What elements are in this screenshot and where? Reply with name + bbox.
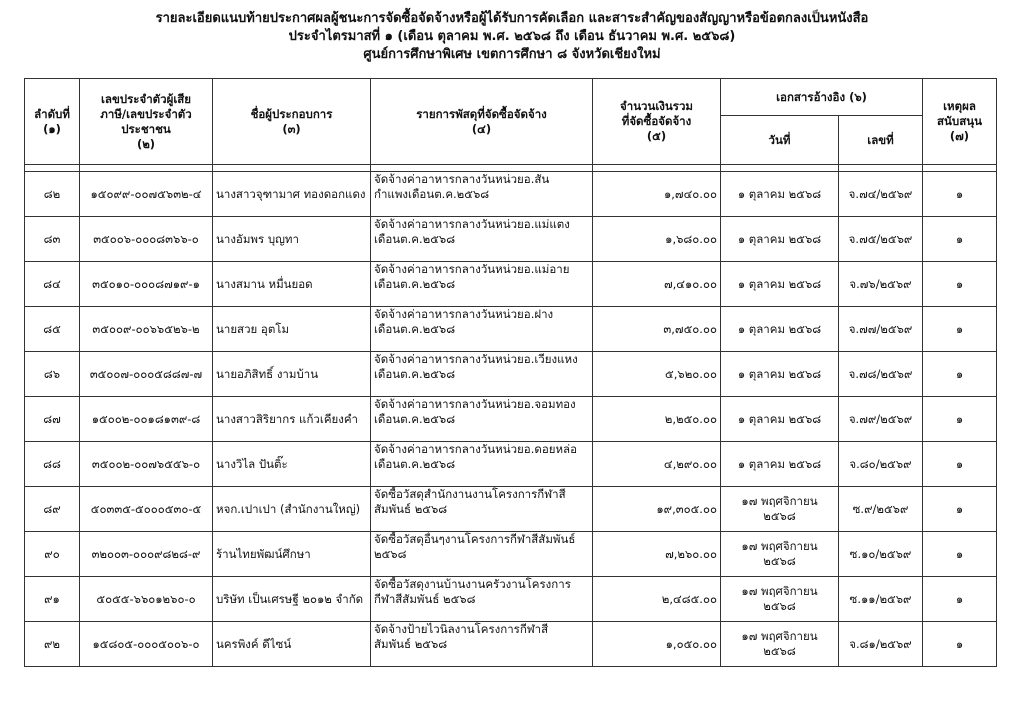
header-reason: เหตุผล สนับสนุน (๗)	[923, 79, 997, 165]
report-title: รายละเอียดแนบท้ายประกาศผลผู้ชนะการจัดซื้อจัดจ้างหรือผู้ได้รับการคัดเลือก และสาระสำคัญของสัญญาหรือข้อตกลงเป็นหนังสือ	[155, 11, 869, 26]
item-description-line: สัมพันธ์ ๒๕๖๘	[374, 637, 448, 651]
cell-no: ๙๑	[25, 577, 80, 622]
cell-item	[371, 397, 593, 442]
cell-item	[371, 262, 593, 307]
cell-vendor: นายอภิสิทธิ์ งามบ้าน	[213, 352, 371, 397]
cell-vendor: นางสมาน หมื่นยอด	[213, 262, 371, 307]
cell-vendor: นางอัมพร บุญทา	[213, 217, 371, 262]
cell-vendor: ร้านไทยพัฒน์ศึกษา	[213, 532, 371, 577]
cell-ref-no: จ.๗๖/๒๕๖๙	[839, 262, 923, 307]
table-row	[25, 622, 997, 667]
item-description-line: จัดซื้อวัสดุอื่นๆงานโครงการกีฬาสีสัมพันธ์	[374, 532, 576, 546]
cell-ref-no: จ.๗๗/๒๕๖๙	[839, 307, 923, 352]
header-ref-no: เลขที่	[839, 116, 923, 165]
item-description-line: จัดซื้อวัสดุงานบ้านงานครัวงานโครงการ	[374, 577, 571, 591]
cell-amount: ๔,๒๙๐.๐๐	[593, 442, 721, 487]
header-taxid: เลขประจำตัวผู้เสีย ภาษี/เลขประจำตัว ประชาชน (๒)	[80, 79, 213, 165]
cell-no: ๘๔	[25, 262, 80, 307]
cell-no: ๘๗	[25, 397, 80, 442]
cell-ref-date: ๑ ตุลาคม ๒๕๖๘	[721, 172, 839, 217]
cell-amount: ๕,๖๒๐.๐๐	[593, 352, 721, 397]
cell-reason: ๑	[923, 442, 997, 487]
cell-ref-no: จ.๗๘/๒๕๖๙	[839, 352, 923, 397]
cell-item	[371, 622, 593, 667]
cell-taxid: ๑๕๘๐๕-๐๐๐๕๐๐๖-๐	[80, 622, 213, 667]
cell-taxid: ๓๒๐๐๓-๐๐๐๙๘๒๘-๙	[80, 532, 213, 577]
cell-amount: ๑๙,๓๐๕.๐๐	[593, 487, 721, 532]
item-description-line: กำแพงเดือนต.ค.๒๕๖๘	[374, 187, 490, 201]
cell-taxid: ๕๐๓๓๕-๕๐๐๐๕๓๐-๕	[80, 487, 213, 532]
cell-item	[371, 352, 593, 397]
table-row	[25, 577, 997, 622]
cell-ref-no: ซ.๑๐/๒๕๖๙	[839, 532, 923, 577]
cell-reason: ๑	[923, 487, 997, 532]
spacer-row	[25, 165, 997, 172]
cell-amount: ๑,๗๔๐.๐๐	[593, 172, 721, 217]
cell-ref-date: ๑๗ พฤศจิกายน ๒๕๖๘	[721, 487, 839, 532]
report-period: ประจำไตรมาสที่ ๑ (เดือน ตุลาคม พ.ศ. ๒๕๖๘ ถึง เดือน ธันวาคม พ.ศ. ๒๕๖๘)	[288, 29, 736, 44]
cell-no: ๘๕	[25, 307, 80, 352]
cell-no: ๘๖	[25, 352, 80, 397]
item-description-line: จัดจ้างค่าอาหารกลางวันหน่วยอ.แม่อาย	[374, 262, 570, 276]
cell-ref-no: ซ.๑๑/๒๕๖๙	[839, 577, 923, 622]
cell-amount: ๗,๔๑๐.๐๐	[593, 262, 721, 307]
cell-vendor: นางสาวจุฑามาศ ทองดอกแดง	[213, 172, 371, 217]
cell-ref-date: ๑๗ พฤศจิกายน ๒๕๖๘	[721, 532, 839, 577]
cell-ref-date: ๑ ตุลาคม ๒๕๖๘	[721, 217, 839, 262]
report-organization: ศูนย์การศึกษาพิเศษ เขตการศึกษา ๘ จังหวัดเชียงใหม่	[363, 47, 661, 62]
item-description-line: เดือนต.ค.๒๕๖๘	[374, 457, 456, 471]
item-description-line: เดือนต.ค.๒๕๖๘	[374, 277, 456, 291]
cell-amount: ๗,๒๖๐.๐๐	[593, 532, 721, 577]
table-row	[25, 532, 997, 577]
cell-reason: ๑	[923, 577, 997, 622]
cell-vendor: บริษัท เป็นเศรษฐี ๒๐๑๒ จำกัด	[213, 577, 371, 622]
item-description-line: จัดจ้างค่าอาหารกลางวันหน่วยอ.ฝาง	[374, 307, 554, 321]
cell-vendor: นางวิไล ปันติ๊ะ	[213, 442, 371, 487]
item-description-line: จัดจ้างค่าอาหารกลางวันหน่วยอ.แม่แตง	[374, 217, 570, 231]
header-amount: จำนวนเงินรวม ที่จัดซื้อจัดจ้าง (๕)	[593, 79, 721, 165]
item-description-line: จัดจ้างค่าอาหารกลางวันหน่วยอ.เวียงแหง	[374, 352, 578, 366]
cell-item	[371, 442, 593, 487]
table-row	[25, 217, 997, 262]
cell-vendor: นครพิงค์ ดีไซน์	[213, 622, 371, 667]
table-row	[25, 172, 997, 217]
cell-no: ๙๐	[25, 532, 80, 577]
procurement-table	[24, 78, 997, 667]
cell-no: ๘๙	[25, 487, 80, 532]
item-description-line: เดือนต.ค.๒๕๖๘	[374, 322, 456, 336]
table-row	[25, 397, 997, 442]
cell-ref-date: ๑ ตุลาคม ๒๕๖๘	[721, 442, 839, 487]
table-row	[25, 262, 997, 307]
header-item: รายการพัสดุที่จัดซื้อจัดจ้าง (๔)	[371, 79, 593, 165]
header-reference-group: เอกสารอ้างอิง (๖)	[721, 79, 923, 116]
table-row	[25, 307, 997, 352]
cell-amount: ๒,๔๘๕.๐๐	[593, 577, 721, 622]
cell-ref-no: จ.๘๐/๒๕๖๙	[839, 442, 923, 487]
cell-reason: ๑	[923, 307, 997, 352]
cell-vendor: หจก.เปาเปา (สำนักงานใหญ่)	[213, 487, 371, 532]
item-description-line: เดือนต.ค.๒๕๖๘	[374, 367, 456, 381]
cell-ref-no: จ.๗๕/๒๕๖๙	[839, 217, 923, 262]
table-row	[25, 487, 997, 532]
cell-taxid: ๑๕๐๙๙-๐๐๗๕๖๓๒-๔	[80, 172, 213, 217]
item-description-line: จัดซื้อวัสดุสำนักงานงานโครงการกีฬาสี	[374, 487, 566, 501]
header-no: ลำดับที่ (๑)	[25, 79, 80, 165]
cell-taxid: ๕๐๕๕-๖๖๐๑๒๖๐-๐	[80, 577, 213, 622]
cell-no: ๘๘	[25, 442, 80, 487]
header-vendor: ชื่อผู้ประกอบการ (๓)	[213, 79, 371, 165]
item-description-line: จัดจ้างค่าอาหารกลางวันหน่วยอ.สัน	[374, 172, 550, 186]
cell-vendor: นางสาวสิริยากร แก้วเคียงคำ	[213, 397, 371, 442]
cell-reason: ๑	[923, 622, 997, 667]
cell-amount: ๒,๒๕๐.๐๐	[593, 397, 721, 442]
cell-vendor: นายสวย อุตโม	[213, 307, 371, 352]
cell-ref-no: จ.๘๑/๒๕๖๙	[839, 622, 923, 667]
cell-taxid: ๓๕๐๑๐-๐๐๐๘๗๑๙-๑	[80, 262, 213, 307]
table-body	[25, 165, 997, 667]
cell-item	[371, 577, 593, 622]
cell-reason: ๑	[923, 532, 997, 577]
cell-ref-date: ๑๗ พฤศจิกายน ๒๕๖๘	[721, 622, 839, 667]
cell-no: ๘๒	[25, 172, 80, 217]
item-description-line: จัดจ้างค่าอาหารกลางวันหน่วยอ.จอมทอง	[374, 397, 576, 411]
cell-taxid: ๓๕๐๐๒-๐๐๗๖๕๕๖-๐	[80, 442, 213, 487]
cell-item	[371, 172, 593, 217]
cell-amount: ๓,๗๕๐.๐๐	[593, 307, 721, 352]
header-ref-date: วันที่	[721, 116, 839, 165]
cell-no: ๘๓	[25, 217, 80, 262]
item-description-line: ๒๕๖๘	[374, 547, 407, 561]
item-description-line: จัดจ้างป้ายไวนิลงานโครงการกีฬาสี	[374, 622, 549, 636]
cell-ref-no: จ.๗๙/๒๕๖๙	[839, 397, 923, 442]
cell-taxid: ๑๕๐๐๒-๐๐๑๘๑๓๙-๘	[80, 397, 213, 442]
table-row	[25, 442, 997, 487]
cell-reason: ๑	[923, 172, 997, 217]
cell-ref-date: ๑๗ พฤศจิกายน ๒๕๖๘	[721, 577, 839, 622]
item-description-line: เดือนต.ค.๒๕๖๘	[374, 232, 456, 246]
table-row	[25, 352, 997, 397]
item-description-line: จัดจ้างค่าอาหารกลางวันหน่วยอ.ดอยหล่อ	[374, 442, 577, 456]
cell-item	[371, 532, 593, 577]
cell-ref-date: ๑ ตุลาคม ๒๕๖๘	[721, 352, 839, 397]
cell-ref-no: ซ.๙/๒๕๖๙	[839, 487, 923, 532]
cell-reason: ๑	[923, 397, 997, 442]
cell-amount: ๑,๖๘๐.๐๐	[593, 217, 721, 262]
cell-taxid: ๓๕๐๐๗-๐๐๐๕๘๘๗-๗	[80, 352, 213, 397]
item-description-line: เดือนต.ค.๒๕๖๘	[374, 412, 456, 426]
cell-item	[371, 217, 593, 262]
cell-ref-no: จ.๗๔/๒๕๖๙	[839, 172, 923, 217]
item-description-line: สัมพันธ์ ๒๕๖๘	[374, 502, 448, 516]
cell-reason: ๑	[923, 352, 997, 397]
cell-ref-date: ๑ ตุลาคม ๒๕๖๘	[721, 262, 839, 307]
cell-reason: ๑	[923, 262, 997, 307]
cell-ref-date: ๑ ตุลาคม ๒๕๖๘	[721, 397, 839, 442]
cell-item	[371, 487, 593, 532]
cell-ref-date: ๑ ตุลาคม ๒๕๖๘	[721, 307, 839, 352]
cell-amount: ๑,๐๕๐.๐๐	[593, 622, 721, 667]
cell-no: ๙๒	[25, 622, 80, 667]
cell-taxid: ๓๕๐๐๙-๐๐๖๖๕๒๖-๒	[80, 307, 213, 352]
cell-taxid: ๓๕๐๐๖-๐๐๐๘๓๖๖-๐	[80, 217, 213, 262]
cell-item	[371, 307, 593, 352]
cell-reason: ๑	[923, 217, 997, 262]
item-description-line: กีฬาสีสัมพันธ์ ๒๕๖๘	[374, 592, 476, 606]
